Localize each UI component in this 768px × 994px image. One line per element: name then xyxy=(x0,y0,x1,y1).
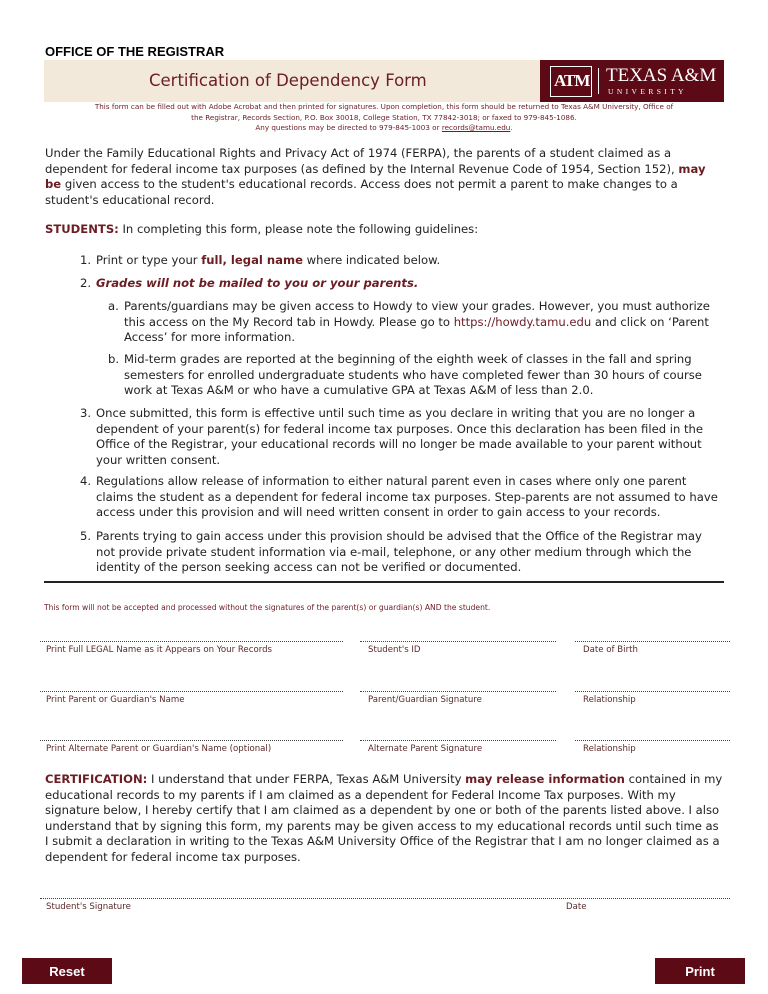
guideline-4: 4. Regulations allow release of information to either natural parent even in cases where only one parent claims the student as a dependent for federal income tax purposes. Step-parents are not assumed to have access under this provision and will need written consent in order to gain access to your records. xyxy=(80,474,718,519)
email-link[interactable]: records@tamu.edu xyxy=(441,123,511,132)
guideline-3: 3. Once submitted, this form is effective until such time as you declare in writing that you are no longer a dependent of your parent(s) for federal income tax purposes. Once this declaration has been filed in the Office of the Registrar, your educational records will no longer be made available to your parent without your written consent. xyxy=(80,406,704,467)
relationship-field-2[interactable] xyxy=(575,740,730,741)
guideline-5: 5. Parents trying to gain access under this provision should be advised that the Office of the Registrar may not provide private student information via e-mail, telephone, or any other medium through which the identity of the person seeking access can not be verified or documented. xyxy=(80,529,702,574)
student-name-label: Print Full LEGAL Name as it Appears on Your Records xyxy=(46,645,273,655)
alt-parent-signature-field[interactable] xyxy=(360,740,556,741)
dob-label: Date of Birth xyxy=(583,645,638,655)
print-button[interactable]: Print xyxy=(655,958,745,984)
relationship-field-1[interactable] xyxy=(575,691,730,692)
logo-name: TEXAS A&M xyxy=(606,65,717,86)
parent-name-label: Print Parent or Guardian's Name xyxy=(46,695,185,705)
reset-button[interactable]: Reset xyxy=(22,958,112,984)
guideline-2: 2. Grades will not be mailed to you or your parents. xyxy=(80,276,419,290)
parent-signature-field[interactable] xyxy=(360,691,556,692)
office-title: OFFICE OF THE REGISTRAR xyxy=(45,44,225,59)
relationship-label-2: Relationship xyxy=(583,744,636,754)
alt-parent-name-field[interactable] xyxy=(40,740,343,741)
dob-field[interactable] xyxy=(575,641,730,642)
student-name-field[interactable] xyxy=(40,641,343,642)
alt-parent-name-label: Print Alternate Parent or Guardian's Name (optional) xyxy=(46,744,272,754)
guideline-2a: a. Parents/guardians may be given access to Howdy to view your grades. However, you must authorize this access on the My Record tab in Howdy. Please go to https://howdy.tamu.edu and click on ‘Parent Access’ for more information. xyxy=(108,299,710,344)
student-signature-field[interactable] xyxy=(40,898,730,899)
university-logo xyxy=(540,60,724,102)
atm-logo-icon: ATM xyxy=(550,66,592,97)
guideline-1: 1. Print or type your full, legal name where indicated below. xyxy=(80,253,441,267)
date-label: Date xyxy=(566,902,587,912)
relationship-label-1: Relationship xyxy=(583,695,636,705)
submission-notice: This form can be filled out with Adobe Acrobat and then printed for signatures. Upon completion, this form should be returned to Texas A&M University, Office of the Registrar, Records Section, P.O. Box 30018, College Station, TX 77842-3018; or faxed to 979-845-1086. Any questions may be directed to 979-845-1003 or records@tamu.edu. xyxy=(94,102,674,132)
student-signature-label: Student's Signature xyxy=(46,902,131,912)
parent-signature-label: Parent/Guardian Signature xyxy=(368,695,482,705)
parent-name-field[interactable] xyxy=(40,691,343,692)
guideline-2b: b. Mid-term grades are reported at the beginning of the eighth week of classes in the fall and spring semesters for enrolled undergraduate students who have completed fewer than 30 hours of course work at Texas A&M or who have a cumulative GPA at Texas A&M of less than 2.0. xyxy=(108,352,702,397)
logo-subtitle: UNIVERSITY xyxy=(608,87,687,96)
alt-parent-signature-label: Alternate Parent Signature xyxy=(368,744,483,754)
section-divider xyxy=(44,581,724,583)
howdy-link[interactable]: https://howdy.tamu.edu xyxy=(453,314,592,329)
signature-warning: This form will not be accepted and processed without the signatures of the parent(s) or guardian(s) AND the student. xyxy=(44,603,491,612)
ferpa-intro: Under the Family Educational Rights and Privacy Act of 1974 (FERPA), the parents of a student claimed as a dependent for federal income tax purposes (as defined by the Internal Revenue Code of 1954, Section 152), may be given access to the student's educational records. Access does not permit a parent to make changes to a student's educational record. xyxy=(45,146,706,207)
certification-text: CERTIFICATION: I understand that under FERPA, Texas A&M University may release information contained in my educational records to my parents if I am claimed as a dependent for Federal Income Tax purposes. With my signature below, I hereby certify that I am claimed as a dependent by one or both of the parents listed above. I also understand that by signing this form, my parents may be given access to my educational records until such time as I submit a declaration in writing to the Texas A&M University Office of the Registrar that I am no longer claimed as a dependent for federal income tax purposes. xyxy=(45,772,723,864)
students-heading: STUDENTS: In completing this form, please note the following guidelines: xyxy=(45,222,479,236)
student-id-field[interactable] xyxy=(360,641,556,642)
form-title: Certification of Dependency Form xyxy=(149,71,427,90)
student-id-label: Student's ID xyxy=(368,645,421,655)
